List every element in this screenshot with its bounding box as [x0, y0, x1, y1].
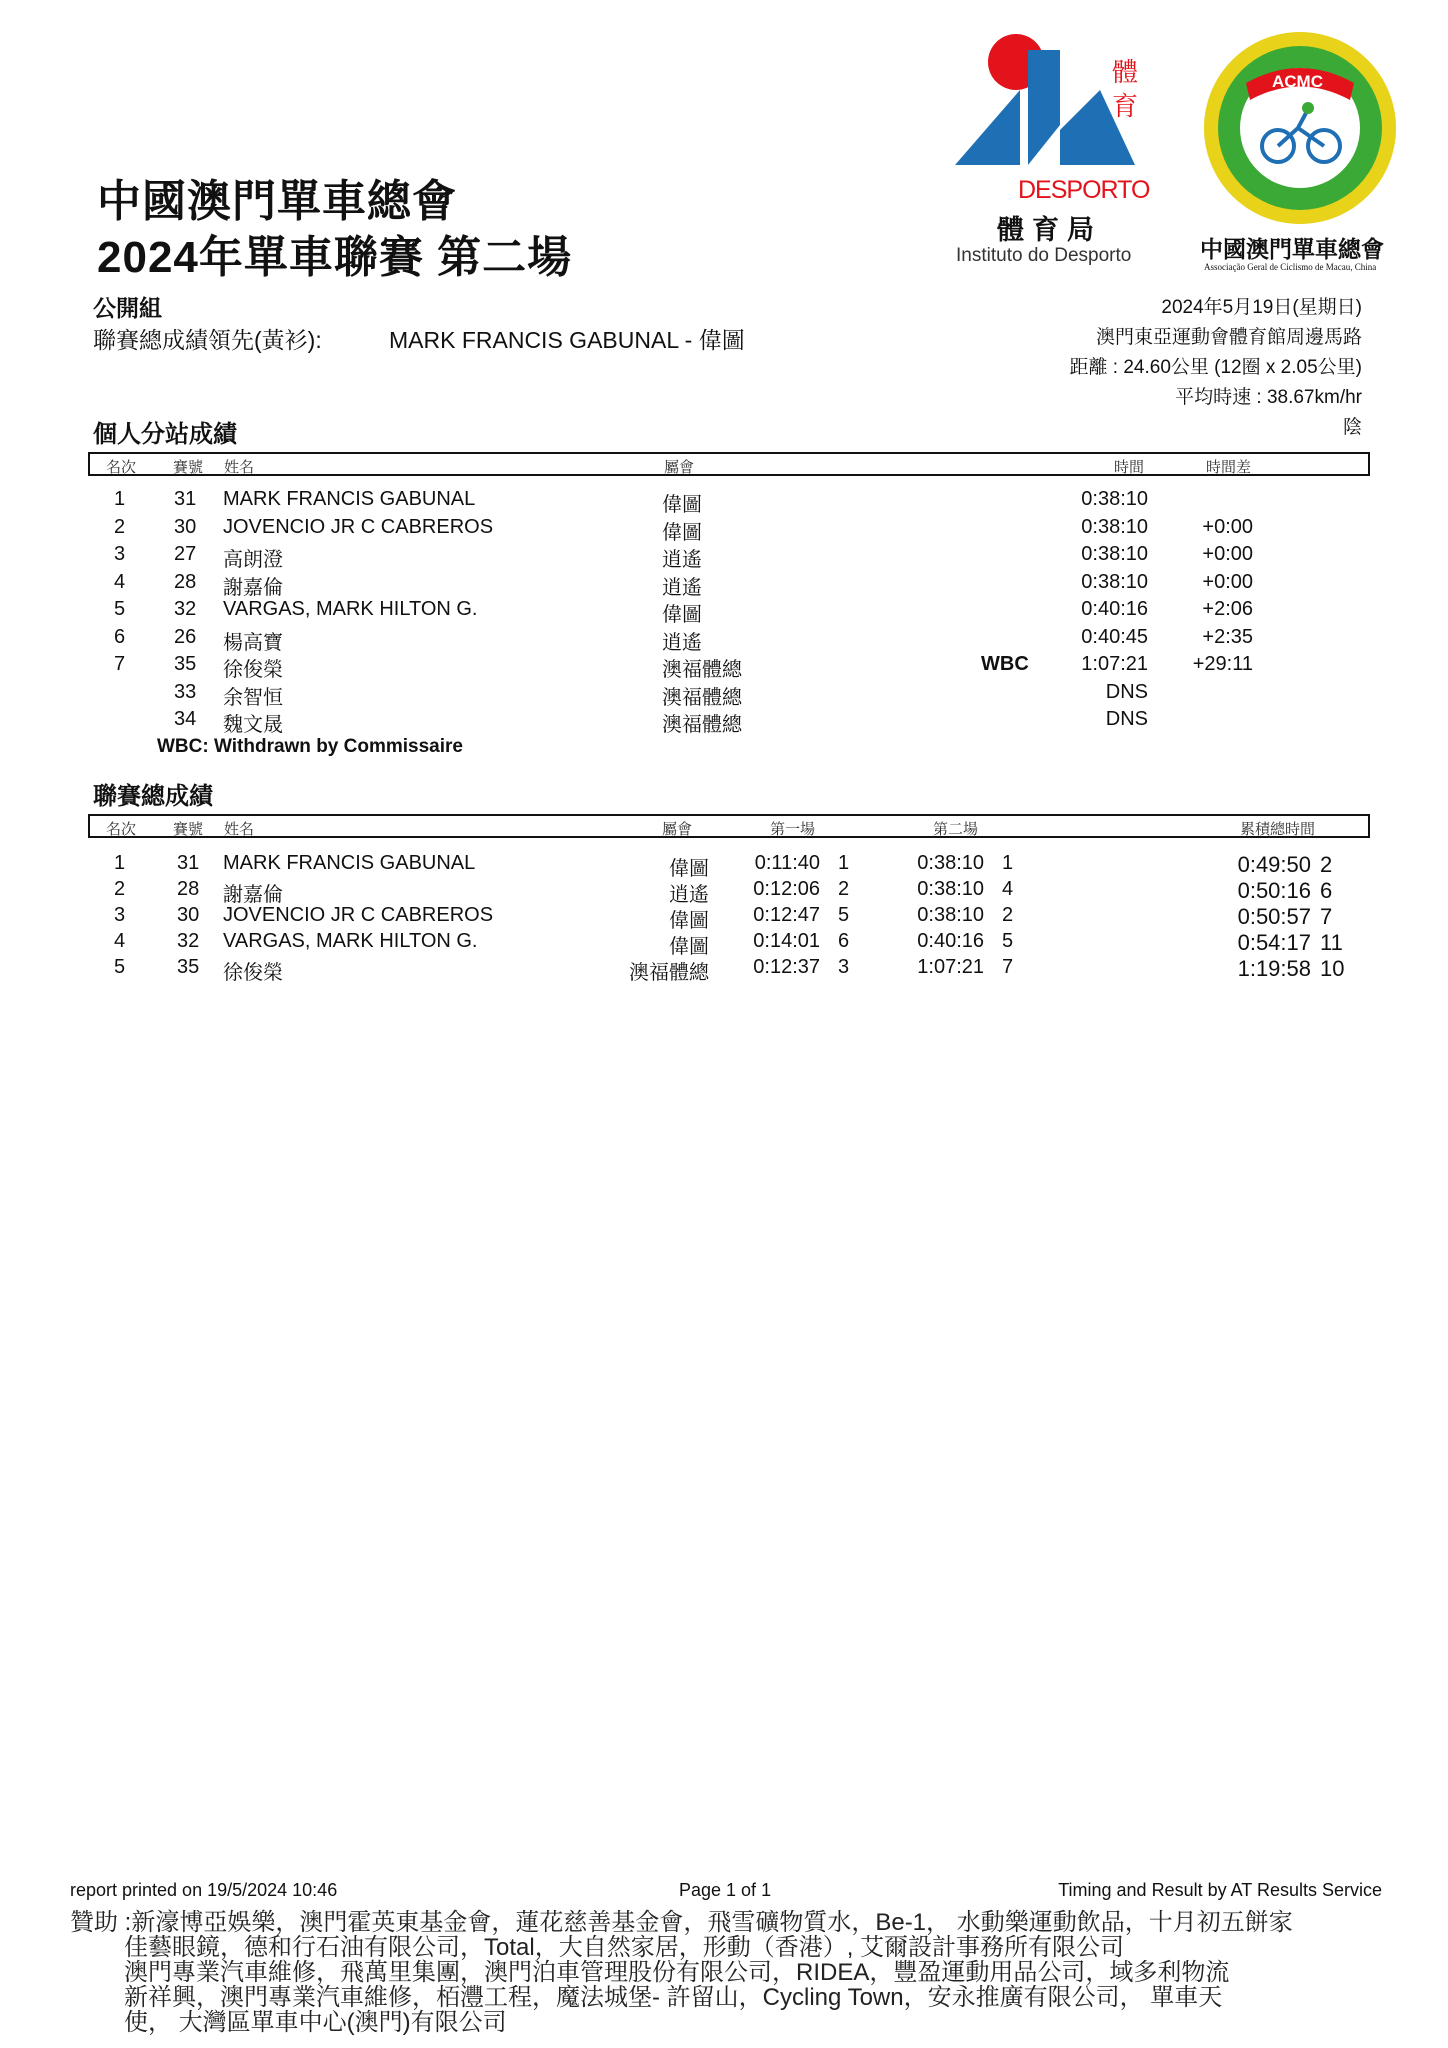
table-row — [0, 653, 1448, 680]
bib-cell: 31 — [177, 852, 200, 874]
race1-time-cell: 0:12:06 — [753, 878, 820, 900]
team-cell: 澳福體總 — [662, 659, 742, 681]
race-weather: 陰 — [1342, 417, 1362, 438]
rank-cell: 3 — [114, 904, 126, 926]
gap-cell: +0:00 — [1202, 515, 1253, 538]
time-cell: 0:40:45 — [1081, 625, 1148, 648]
sponsor-line: 佳藝眼鏡，德和行石油有限公司，Total，大自然家居，形動（香港）, 艾爾設計事務所有限公司 — [124, 1934, 1125, 1961]
race1-place-cell: 5 — [838, 904, 850, 926]
time-cell: 0:40:16 — [1081, 598, 1148, 620]
leader-value: MARK FRANCIS GABUNAL - 偉圖 — [389, 327, 745, 353]
table-row — [0, 904, 1448, 931]
name-cell: VARGAS, MARK HILTON G. — [223, 930, 478, 952]
team-cell: 逍遙 — [662, 549, 702, 571]
rank-cell: 5 — [114, 956, 126, 978]
race2-time-cell: 0:38:10 — [917, 852, 984, 874]
race-venue: 澳門東亞運動會體育館周邊馬路 — [1095, 327, 1362, 348]
group-label: 公開組 — [93, 295, 162, 321]
total-points-cell: 6 — [1320, 878, 1333, 903]
team-cell: 偉圖 — [662, 604, 702, 626]
name-cell: 余智恒 — [223, 686, 283, 709]
desporto-side-text: 體育 — [1112, 57, 1139, 121]
team-cell: 逍遙 — [662, 576, 702, 599]
rank-cell: 7 — [114, 653, 126, 675]
leader-label: 聯賽總成績領先(黃衫): — [93, 327, 322, 353]
bib-cell: 32 — [177, 930, 200, 952]
rank-cell: 1 — [114, 488, 126, 510]
race-avg-speed: 平均時速 : 38.67km/hr — [1175, 387, 1362, 408]
rank-cell: 2 — [114, 878, 126, 900]
time-cell: DNS — [1105, 680, 1148, 703]
bib-cell: 35 — [174, 653, 197, 675]
race1-time-cell: 0:14:01 — [753, 930, 820, 952]
bib-cell: 30 — [174, 515, 197, 538]
table-row — [0, 516, 1448, 543]
race2-place-cell: 5 — [1002, 930, 1014, 952]
name-cell: 徐俊榮 — [223, 659, 283, 681]
name-cell: 高朗澄 — [223, 549, 283, 571]
status-flag: WBC — [981, 653, 1029, 675]
table-row — [0, 598, 1448, 625]
gap-cell: +2:35 — [1202, 625, 1253, 648]
rank-cell: 5 — [114, 598, 126, 620]
team-cell: 偉圖 — [669, 910, 709, 932]
name-cell: MARK FRANCIS GABUNAL — [223, 488, 476, 510]
col-gap: 時間差 — [1206, 459, 1252, 476]
table-row — [0, 930, 1448, 957]
bib-cell: 28 — [177, 878, 200, 900]
race1-place-cell: 1 — [838, 852, 850, 874]
race1-place-cell: 2 — [838, 878, 850, 900]
sponsor-line: 新祥興，澳門專業汽車維修，栢灃工程，魔法城堡- 許留山，Cycling Town，安永推廣有限公司， 單車天 — [124, 1984, 1223, 2011]
desporto-pt: Instituto do Desporto — [956, 245, 1132, 266]
race2-place-cell: 4 — [1002, 878, 1014, 900]
team-cell: 偉圖 — [669, 936, 709, 958]
name-cell: 謝嘉倫 — [223, 576, 283, 599]
desporto-cn: 體育局 — [997, 215, 1102, 245]
team-cell: 偉圖 — [669, 858, 709, 880]
title-line-1: 中國澳門單車總會 — [97, 177, 457, 226]
race2-time-cell: 0:40:16 — [917, 930, 984, 952]
team-cell: 偉圖 — [662, 494, 702, 516]
time-cell: 0:38:10 — [1081, 570, 1148, 593]
col-bib: 賽號 — [173, 459, 204, 476]
race-distance: 距離 : 24.60公里 (12圈 x 2.05公里) — [1069, 357, 1362, 378]
overall-table-header — [88, 814, 1370, 838]
col-rank: 名次 — [106, 459, 137, 476]
bib-cell: 34 — [174, 708, 197, 730]
race2-place-cell: 2 — [1002, 904, 1014, 926]
wbc-note: WBC: Withdrawn by Commissaire — [157, 736, 463, 757]
overall-title: 聯賽總成績 — [93, 783, 213, 810]
race2-place-cell: 7 — [1002, 956, 1014, 978]
col-bib: 賽號 — [173, 821, 204, 838]
acmc-logo-mark — [1200, 28, 1400, 228]
col-team: 屬會 — [664, 459, 695, 476]
total-time-cell: 0:50:57 — [1237, 904, 1311, 929]
timing-credit: Timing and Result by AT Results Service — [1058, 1880, 1382, 1900]
col-name: 姓名 — [224, 459, 255, 476]
gap-cell: +29:11 — [1192, 653, 1253, 675]
time-cell: DNS — [1105, 708, 1148, 730]
total-points-cell: 7 — [1320, 904, 1333, 929]
time-cell: 0:38:10 — [1081, 515, 1148, 538]
sponsor-line: 使， 大灣區單車中心(澳門)有限公司 — [124, 2009, 507, 2036]
sponsor-line: 澳門專業汽車維修，飛萬里集團，澳門泊車管理股份有限公司，RIDEA，豐盈運動用品公司，域多利物流 — [124, 1959, 1230, 1986]
total-points-cell: 2 — [1320, 852, 1333, 877]
race1-time-cell: 0:12:37 — [753, 956, 820, 978]
race-date: 2024年5月19日(星期日) — [1161, 297, 1362, 318]
race2-time-cell: 1:07:21 — [917, 956, 984, 978]
gap-cell: +0:00 — [1202, 570, 1253, 593]
table-row — [0, 571, 1448, 598]
total-points-cell: 10 — [1320, 956, 1345, 981]
gap-cell: +0:00 — [1202, 543, 1253, 565]
name-cell: MARK FRANCIS GABUNAL — [223, 852, 476, 874]
col-race1: 第一場 — [770, 821, 816, 838]
table-row — [0, 626, 1448, 653]
bib-cell: 30 — [177, 904, 200, 926]
team-cell: 逍遙 — [669, 884, 709, 906]
total-points-cell: 11 — [1320, 930, 1343, 955]
race1-place-cell: 6 — [838, 930, 850, 952]
stage-title: 個人分站成績 — [93, 421, 237, 448]
team-cell: 逍遙 — [662, 631, 702, 654]
table-row — [0, 708, 1448, 735]
race2-place-cell: 1 — [1002, 852, 1014, 874]
acmc-cn: 中國澳門單車總會 — [1200, 236, 1384, 263]
table-row — [0, 681, 1448, 708]
bib-cell: 35 — [177, 956, 200, 978]
race1-place-cell: 3 — [838, 956, 850, 978]
rank-cell: 3 — [114, 543, 126, 565]
col-name: 姓名 — [224, 821, 255, 838]
total-time-cell: 0:54:17 — [1237, 930, 1311, 955]
sponsor-line: 贊助 :新濠博亞娛樂，澳門霍英東基金會，蓮花慈善基金會，飛雪礦物質水，Be-1， 水動樂運動飲品，十月初五餅家 — [70, 1909, 1293, 1936]
rank-cell: 4 — [114, 570, 126, 593]
total-time-cell: 0:49:50 — [1237, 852, 1311, 877]
name-cell: JOVENCIO JR C CABREROS — [223, 904, 494, 926]
table-row — [0, 543, 1448, 570]
desporto-word: DESPORTO — [1018, 176, 1150, 204]
bib-cell: 26 — [174, 625, 197, 648]
bib-cell: 28 — [174, 570, 197, 593]
name-cell: JOVENCIO JR C CABREROS — [223, 515, 494, 538]
name-cell: VARGAS, MARK HILTON G. — [223, 598, 478, 620]
page-number: Page 1 of 1 — [679, 1880, 772, 1900]
gap-cell: +2:06 — [1202, 598, 1253, 620]
name-cell: 魏文晟 — [223, 714, 283, 736]
rank-cell: 6 — [114, 625, 126, 648]
race2-time-cell: 0:38:10 — [917, 878, 984, 900]
col-time: 時間 — [1114, 459, 1145, 476]
total-time-cell: 0:50:16 — [1237, 878, 1311, 903]
rank-cell: 4 — [114, 930, 126, 952]
acmc-logo — [1200, 28, 1410, 278]
title-line-2: 2024年單車聯賽 第二場 — [97, 233, 573, 282]
time-cell: 0:38:10 — [1081, 543, 1148, 565]
team-cell: 偉圖 — [662, 521, 702, 544]
table-row — [0, 852, 1448, 879]
bib-cell: 27 — [174, 543, 197, 565]
acmc-pt: Associação Geral de Ciclismo de Macau, China — [1204, 262, 1377, 272]
rank-cell: 1 — [114, 852, 126, 874]
col-rank: 名次 — [106, 821, 137, 838]
col-race2: 第二場 — [933, 821, 979, 838]
race1-time-cell: 0:12:47 — [753, 904, 820, 926]
acmc-text: ACMC — [1272, 72, 1323, 91]
time-cell: 0:38:10 — [1081, 488, 1148, 510]
printed-timestamp: report printed on 19/5/2024 10:46 — [70, 1880, 338, 1900]
race2-time-cell: 0:38:10 — [917, 904, 984, 926]
table-row — [0, 956, 1448, 983]
desporto-logo — [950, 30, 1150, 270]
name-cell: 楊高寶 — [223, 631, 283, 654]
team-cell: 澳福體總 — [662, 714, 742, 736]
rank-cell: 2 — [114, 515, 126, 538]
race1-time-cell: 0:11:40 — [754, 852, 820, 874]
stage-table-header — [88, 452, 1370, 476]
col-team: 屬會 — [662, 821, 693, 838]
table-row — [0, 878, 1448, 905]
total-time-cell: 1:19:58 — [1237, 956, 1311, 981]
bib-cell: 32 — [174, 598, 197, 620]
team-cell: 澳福體總 — [662, 686, 742, 709]
time-cell: 1:07:21 — [1081, 653, 1148, 675]
bib-cell: 33 — [174, 680, 197, 703]
name-cell: 徐俊榮 — [223, 962, 283, 984]
col-total: 累積總時間 — [1240, 821, 1316, 838]
name-cell: 謝嘉倫 — [223, 884, 283, 906]
table-row — [0, 488, 1448, 515]
sponsor-list — [70, 1910, 1293, 2035]
bib-cell: 31 — [174, 488, 197, 510]
team-cell: 澳福體總 — [629, 962, 709, 984]
